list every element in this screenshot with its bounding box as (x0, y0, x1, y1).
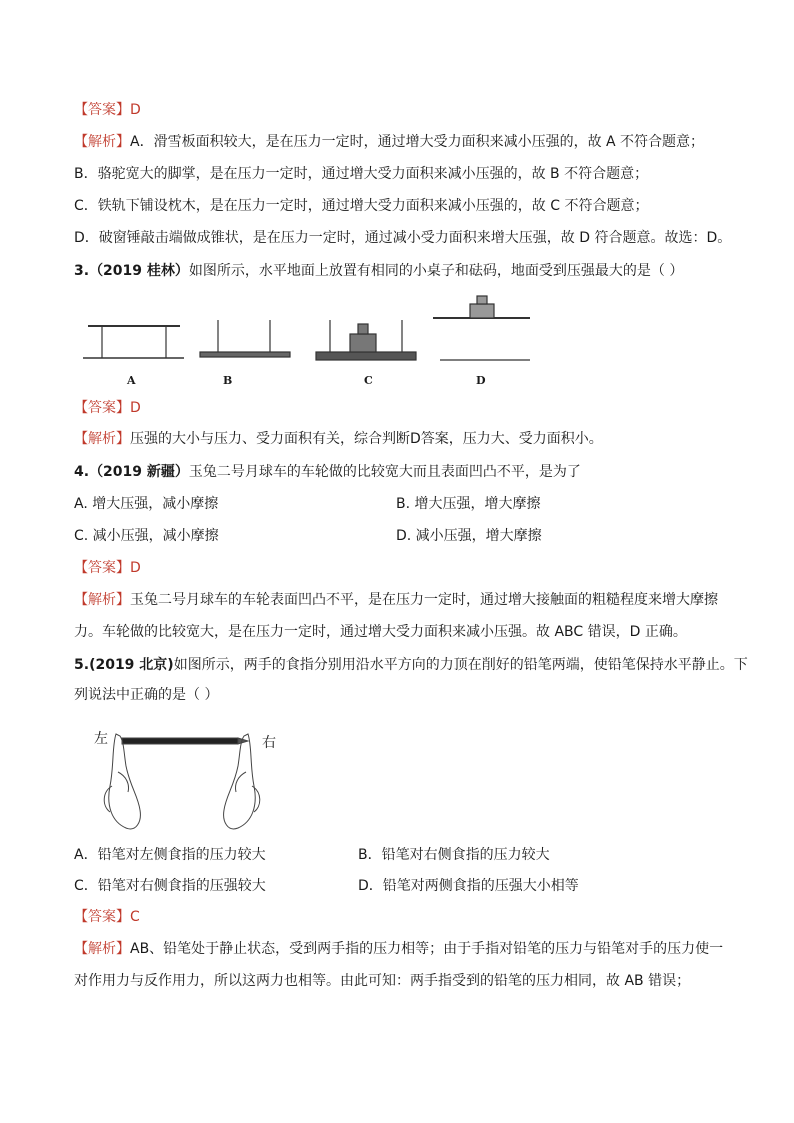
analysis-text: A．滑雪板面积较大，是在压力一定时，通过增大受力面积来减小压强的，故 A 不符合题意； (130, 134, 705, 150)
q3-analysis-line (74, 429, 603, 449)
q4-stem (74, 462, 581, 482)
figure-label-right: 右 (262, 735, 276, 751)
q5-answer-line (74, 907, 140, 927)
answer-tag: 【答案】 (74, 400, 130, 416)
question-text: 如图所示，水平地面上放置有相同的小桌子和砝码，地面受到压强最大的是（ ） (188, 263, 684, 279)
q2-analysis-line-1 (74, 132, 704, 152)
question-text: 如图所示，两手的食指分别用沿水平方向的力顶在削好的铅笔两端，使铅笔保持水平静止。下 (173, 657, 748, 673)
answer-tag: 【答案】 (74, 102, 130, 118)
q3-answer-line (74, 398, 141, 418)
q3-stem (74, 261, 683, 281)
q5-option-b: B．铅笔对右侧食指的压力较大 (358, 847, 550, 863)
q3-figure (80, 290, 540, 390)
analysis-text: 玉兔二号月球车的车轮表面凹凸不平，是在压力一定时，通过增大接触面的粗糙程度来增大摩擦 (130, 592, 718, 608)
figure-label-d: D (476, 374, 486, 387)
q5-stem-1 (74, 655, 748, 675)
q2-analysis-line-4: D．破窗锤敲击端做成锥状，是在压力一定时，通过减小受力面积来增大压强，故 D 符合题意。故选：D。 (74, 230, 732, 246)
analysis-tag: 【解析】 (74, 134, 130, 150)
question-number: 5. (74, 657, 90, 673)
q2-analysis-line-2: B．骆驼宽大的脚掌，是在压力一定时，通过增大受力面积来减小压强的，故 B 不符合题意； (74, 166, 649, 182)
answer-value: D (130, 400, 141, 416)
q5-analysis-line-2: 对作用力与反作用力，所以这两力也相等。由此可知：两手指受到的铅笔的压力相同，故 AB 错误； (74, 973, 691, 989)
q2-answer-line (74, 100, 141, 120)
question-source: (2019 北京) (89, 657, 174, 673)
q4-analysis-line-2: 力。车轮做的比较宽大，是在压力一定时，通过增大受力面积来减小压强。故 ABC 错误，D 正确。 (74, 624, 687, 640)
answer-value: C (130, 909, 140, 925)
q2-analysis-line-3: C．铁轨下铺设枕木，是在压力一定时，通过增大受力面积来减小压强的，故 C 不符合题意； (74, 198, 649, 214)
q4-analysis-line-1 (74, 590, 718, 610)
q4-answer-line (74, 558, 141, 578)
figure-label-a: A (127, 374, 136, 387)
answer-value: D (130, 560, 141, 576)
figure-label-left: 左 (94, 731, 108, 747)
answer-tag: 【答案】 (74, 909, 130, 925)
question-text: 玉兔二号月球车的车轮做的比较宽大而且表面凹凸不平，是为了 (188, 464, 581, 480)
pencil-fingers-figure (96, 726, 266, 836)
q4-option-b: B. 增大压强，增大摩擦 (396, 496, 541, 512)
figure-label-b: B (223, 374, 233, 387)
q5-option-a: A．铅笔对左侧食指的压力较大 (74, 847, 266, 863)
answer-value: D (130, 102, 141, 118)
answer-tag: 【答案】 (74, 560, 130, 576)
question-number: 4. (74, 464, 90, 480)
question-number: 3. (74, 263, 90, 279)
q4-option-a: A. 增大压强，减小摩擦 (74, 496, 219, 512)
analysis-text: AB、铅笔处于静止状态，受到两手指的压力相等；由于手指对铅笔的压力与铅笔对手的压力使一 (130, 941, 724, 957)
analysis-tag: 【解析】 (74, 592, 130, 608)
question-source: （2019 桂林） (89, 263, 189, 279)
question-source: （2019 新疆） (89, 464, 189, 480)
q4-option-c: C. 减小压强，减小摩擦 (74, 528, 219, 544)
q5-analysis-line-1 (74, 939, 723, 959)
analysis-tag: 【解析】 (74, 431, 130, 447)
q5-option-c: C．铅笔对右侧食指的压强较大 (74, 878, 266, 894)
figure-label-c: C (364, 374, 373, 387)
analysis-tag: 【解析】 (74, 941, 130, 957)
q5-option-d: D．铅笔对两侧食指的压强大小相等 (358, 878, 579, 894)
q4-option-d: D. 减小压强，增大摩擦 (396, 528, 542, 544)
analysis-text: 压强的大小与压力、受力面积有关，综合判断D答案，压力大、受力面积小。 (130, 431, 603, 447)
q5-stem-2: 列说法中正确的是（ ） (74, 687, 219, 703)
